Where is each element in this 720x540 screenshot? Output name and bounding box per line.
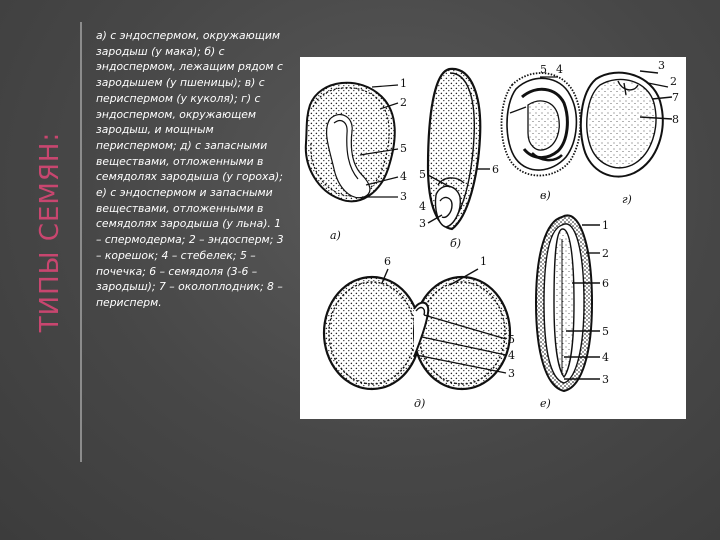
label-a-5: 5 — [400, 142, 407, 155]
seed-v-corncockle — [502, 63, 581, 202]
slide-title: ТИПЫ СЕМЯН: — [35, 131, 65, 333]
title-divider — [80, 22, 82, 462]
label-b-4: 4 — [419, 200, 426, 213]
label-d-5: 5 — [508, 333, 515, 346]
label-e-1: 1 — [602, 219, 609, 232]
label-a-4: 4 — [400, 170, 407, 183]
label-g-2: 2 — [670, 75, 677, 88]
seed-b-wheat — [419, 69, 499, 250]
label-b-5: 5 — [419, 168, 426, 181]
label-g-8: 8 — [672, 113, 679, 126]
seed-d-pea — [324, 255, 515, 410]
label-v-4: 4 — [556, 63, 563, 76]
label-g-7: 7 — [672, 91, 679, 104]
label-a-2: 2 — [400, 96, 407, 109]
label-d-3: 3 — [508, 367, 515, 380]
panel-label-a: а) — [330, 229, 341, 242]
seed-g — [581, 59, 679, 206]
panel-label-e: е) — [540, 397, 551, 410]
panel-label-g: г) — [622, 193, 632, 206]
label-e-4: 4 — [602, 351, 609, 364]
panel-label-b: б) — [450, 237, 462, 250]
label-a-3: 3 — [400, 190, 407, 203]
label-b-3: 3 — [419, 217, 426, 230]
label-e-5: 5 — [602, 325, 609, 338]
label-g-3: 3 — [658, 59, 665, 72]
panel-label-d: д) — [414, 397, 426, 410]
label-d-6: 6 — [384, 255, 391, 268]
seed-a-poppy — [306, 77, 407, 242]
label-v-5: 5 — [540, 63, 547, 76]
label-e-6: 6 — [602, 277, 609, 290]
seed-types-figure — [300, 57, 686, 419]
seed-diagram — [300, 57, 686, 419]
label-b-6: 6 — [492, 163, 499, 176]
label-e-3: 3 — [602, 373, 609, 386]
figure-caption: а) с эндоспермом, окружающим зародыш (у мака); б) с эндоспермом, лежащим рядом с зародышем (у пшеницы); в) с периспермом (у куколя); г) с эндоспермом, окружающем зародыш, и мощным периспермом; д) с запасными веществами, отложенными в семядолях зародыша (у гороха); е) с эндоспермом и запасными веществами, отложенными в семядолях зародыша (у льна). 1 – спермодерма; 2 – эндосперм; 3 – корешок; 4 – стебелек; 5 – почечка; 6 – семядоля (3-6 – зародыш); 7 – околоплодник; 8 – перисперм. — [96, 29, 284, 309]
seed-e-flax — [536, 215, 609, 410]
panel-label-v: в) — [540, 189, 551, 202]
label-a-1: 1 — [400, 77, 407, 90]
label-e-2: 2 — [602, 247, 609, 260]
label-d-4: 4 — [508, 349, 515, 362]
label-d-1: 1 — [480, 255, 487, 268]
